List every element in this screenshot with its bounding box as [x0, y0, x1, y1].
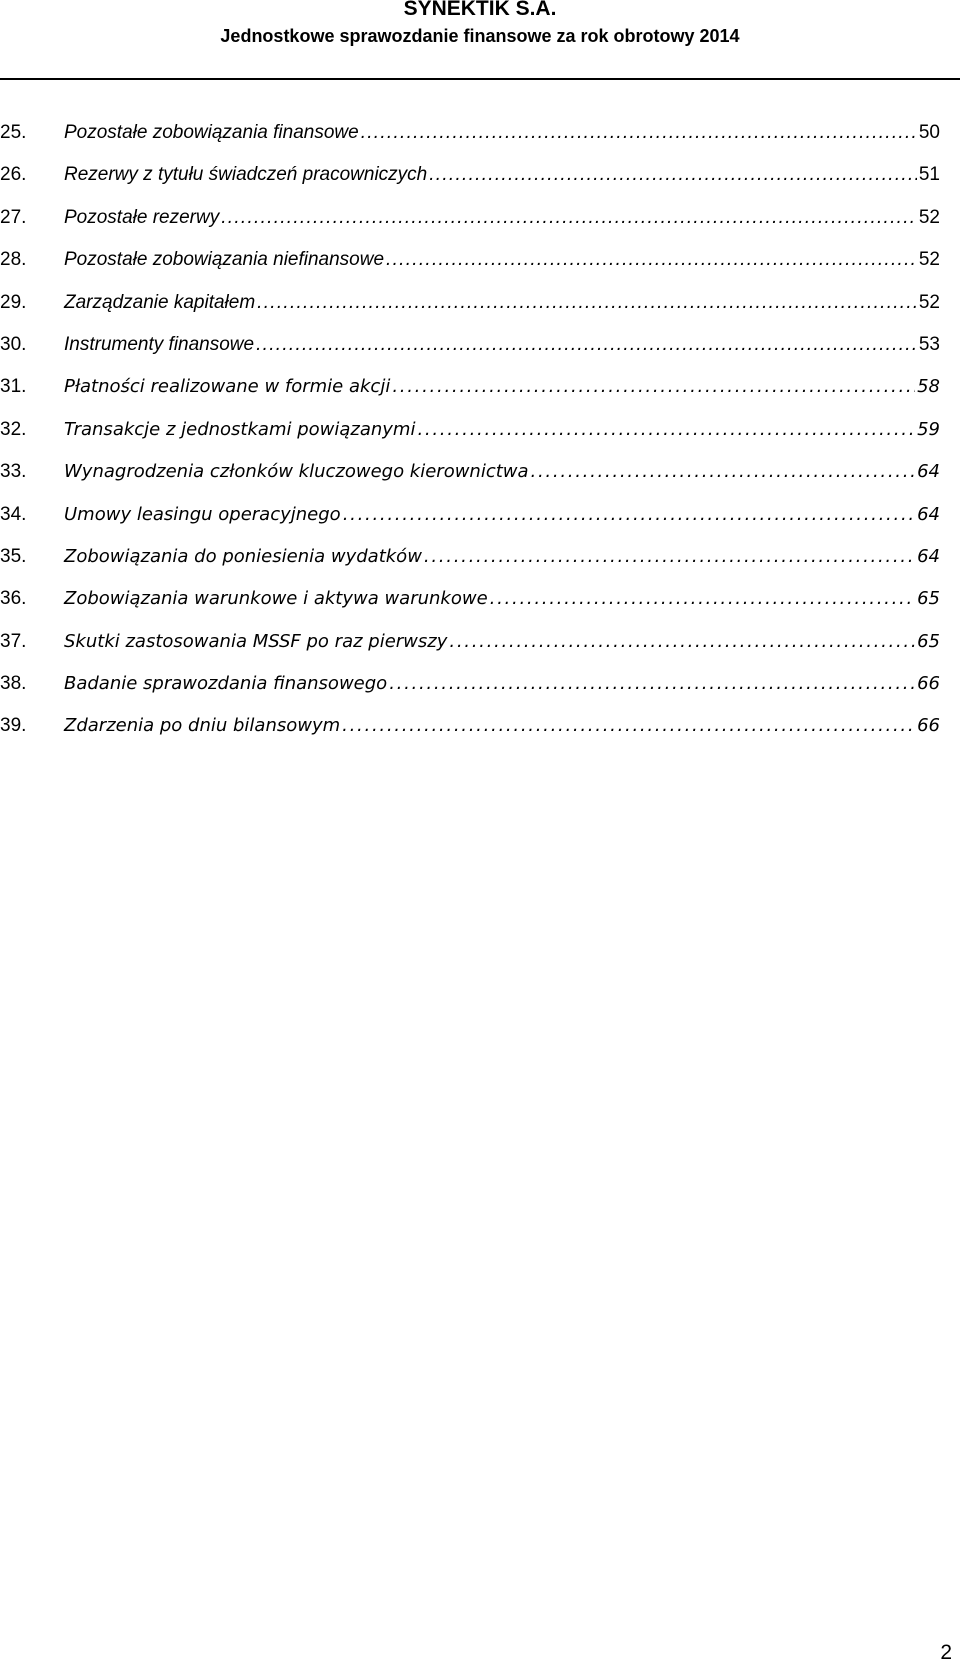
company-name: SYNEKTIK S.A.: [403, 0, 557, 20]
toc-entry-page: 64: [917, 545, 940, 567]
toc-entry-number: 33.: [0, 461, 27, 483]
toc-entry[interactable]: [0, 663, 940, 705]
toc-entry-title: Zobowiązania warunkowe i aktywa warunkowe: [64, 588, 488, 610]
toc-entry-title: Skutki zastosowania MSSF po raz pierwszy: [64, 630, 448, 652]
dot-leader: [417, 409, 915, 451]
document-title: Jednostkowe sprawozdanie finansowe za rok obrotowy 2014: [220, 26, 740, 46]
toc-entry-title: Rezerwy z tytułu świadczeń pracowniczych: [64, 164, 428, 186]
toc-entry-page: 65: [917, 588, 940, 610]
toc-entry[interactable]: [0, 451, 940, 493]
dot-leader: [429, 154, 917, 196]
dot-leader: [531, 451, 916, 493]
toc-entry-number: 35.: [0, 545, 27, 567]
toc-entry-number: 28.: [0, 249, 27, 271]
page-header: [0, 0, 960, 80]
toc-entry[interactable]: [0, 705, 940, 747]
toc-entry[interactable]: [0, 197, 940, 239]
toc-entry-title: Pozostałe zobowiązania niefinansowe: [64, 249, 385, 271]
toc-entry-number: 25.: [0, 122, 27, 143]
toc-entry-page: 58: [917, 376, 940, 398]
toc-entry-title: Umowy leasingu operacyjnego: [64, 503, 341, 525]
toc-entry-title: Zdarzenia po dniu bilansowym: [64, 715, 341, 737]
toc-entry-title: Zarządzanie kapitałem: [64, 291, 256, 313]
toc-entry-title: Pozostałe rezerwy: [64, 206, 220, 228]
toc-entry-number: 39.: [0, 715, 27, 737]
toc-entry-page: 66: [917, 715, 940, 737]
dot-leader: [490, 578, 915, 620]
dot-leader: [392, 366, 915, 408]
toc-entry[interactable]: [0, 282, 940, 324]
toc-entry-title: Zobowiązania do poniesienia wydatków: [64, 545, 422, 567]
toc-entry-number: 26.: [0, 164, 27, 186]
toc-entry[interactable]: [0, 366, 940, 408]
toc-entry-title: Wynagrodzenia członków kluczowego kierownictwa: [64, 461, 529, 483]
toc-entry-page: 53: [918, 333, 940, 355]
toc-entry-number: 29.: [0, 291, 27, 313]
dot-leader: [386, 239, 917, 281]
toc-entry-title: Instrumenty finansowe: [64, 333, 255, 355]
toc-entry[interactable]: [0, 112, 940, 154]
toc-entry-page: 50: [918, 122, 940, 143]
toc-entry[interactable]: [0, 536, 940, 578]
toc-entry-number: 31.: [0, 376, 27, 398]
toc-entry-page: 52: [918, 206, 940, 228]
toc-entry-title: Pozostałe zobowiązania finansowe: [64, 122, 359, 143]
dot-leader: [343, 494, 915, 536]
toc-entry[interactable]: [0, 409, 940, 451]
toc-entry-title: Badanie sprawozdania finansowego: [64, 673, 388, 695]
toc-entry-number: 36.: [0, 588, 27, 610]
toc-entry-page: 52: [918, 249, 940, 271]
toc-entry[interactable]: [0, 578, 940, 620]
dot-leader: [221, 197, 917, 239]
toc-entry-page: 51: [918, 164, 940, 186]
toc-entry[interactable]: [0, 494, 940, 536]
toc-entry-number: 34.: [0, 503, 27, 525]
dot-leader: [424, 536, 915, 578]
table-of-contents: [0, 112, 940, 748]
dot-leader: [389, 663, 915, 705]
toc-entry-page: 65: [917, 630, 940, 652]
toc-entry[interactable]: [0, 239, 940, 281]
toc-entry-number: 38.: [0, 673, 27, 695]
toc-entry[interactable]: [0, 621, 940, 663]
toc-entry[interactable]: [0, 154, 940, 196]
toc-entry-title: Płatności realizowane w formie akcji: [64, 376, 391, 398]
dot-leader: [361, 112, 917, 154]
dot-leader: [257, 282, 917, 324]
toc-entry-number: 27.: [0, 206, 27, 228]
dot-leader: [256, 324, 917, 366]
toc-entry[interactable]: [0, 324, 940, 366]
page-number: 2: [940, 1641, 952, 1664]
dot-leader: [342, 705, 915, 747]
dot-leader: [449, 621, 915, 663]
header-divider: [0, 78, 960, 80]
toc-entry-title: Transakcje z jednostkami powiązanymi: [64, 418, 416, 440]
toc-entry-number: 30.: [0, 333, 27, 355]
toc-entry-page: 52: [918, 291, 940, 313]
toc-entry-page: 59: [917, 418, 940, 440]
toc-entry-number: 32.: [0, 418, 27, 440]
toc-entry-page: 64: [917, 503, 940, 525]
toc-entry-page: 64: [917, 461, 940, 483]
toc-entry-page: 66: [917, 673, 940, 695]
toc-entry-number: 37.: [0, 630, 27, 652]
